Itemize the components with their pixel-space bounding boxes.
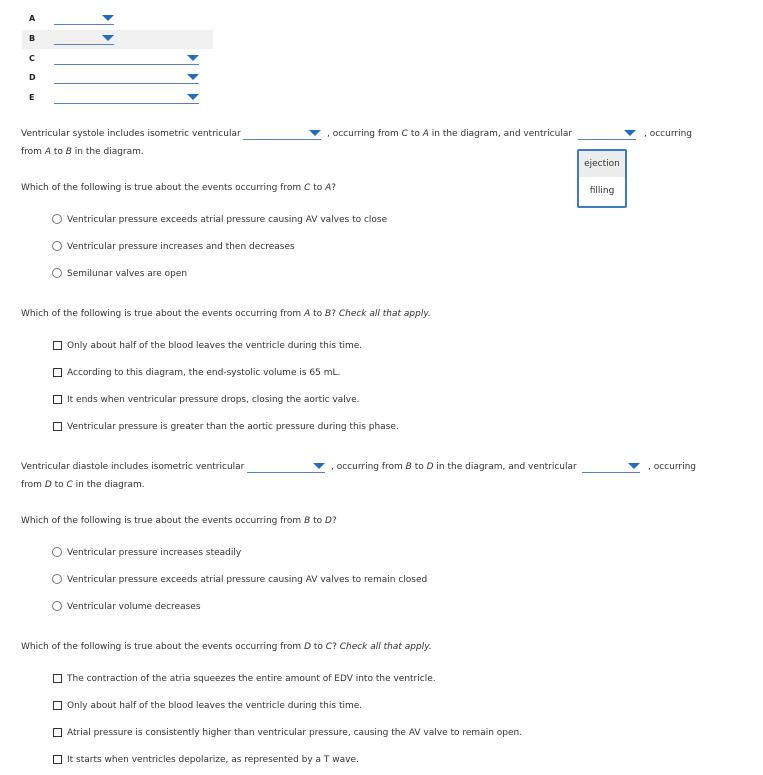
q4-option-1-label: The contraction of the atria squeezes the entire amount of EDV into the ventricle.: [67, 674, 436, 684]
q3-option-3-label: Ventricular volume decreases: [67, 602, 201, 612]
q4-option-4-label: It starts when ventricles depolarize, as represented by a T wave.: [67, 755, 359, 765]
radio-q1-option-1[interactable]: [52, 214, 62, 224]
q3-option-2-label: Ventricular pressure exceeds atrial pressure causing AV valves to remain closed: [67, 575, 428, 585]
q1-option-1-label: Ventricular pressure exceeds atrial pressure causing AV valves to close: [67, 215, 388, 225]
radio-q3-option-2[interactable]: [52, 574, 62, 584]
chevron-down-icon: [187, 94, 199, 100]
diastole-text-2: , occurring from B to D in the diagram, and ventricular: [331, 462, 577, 472]
checkbox-q2-option-4[interactable]: [53, 422, 62, 431]
checkbox-q2-option-2[interactable]: [53, 368, 62, 377]
q1-option-3-label: Semilunar valves are open: [67, 269, 188, 279]
checkbox-q2-option-1[interactable]: [53, 341, 62, 350]
chevron-down-icon: [187, 74, 199, 80]
dropdown-options-popup: [577, 149, 627, 208]
radio-q3-option-1[interactable]: [52, 547, 62, 557]
dropdown-e[interactable]: [54, 93, 199, 104]
q2-option-3-label: It ends when ventricular pressure drops, closing the aortic valve.: [67, 395, 360, 405]
row-b-highlight: [22, 30, 213, 49]
checkbox-q4-option-4[interactable]: [53, 755, 62, 764]
checkbox-q2-option-3[interactable]: [53, 395, 62, 404]
radio-q1-option-3[interactable]: [52, 268, 62, 278]
diastole-isometric-dropdown[interactable]: [247, 462, 325, 473]
radio-q1-option-2[interactable]: [52, 241, 62, 251]
checkbox-q4-option-1[interactable]: [53, 674, 62, 683]
q2-option-2-label: According to this diagram, the end-systolic volume is 65 mL.: [67, 368, 341, 378]
q3-option-1-label: Ventricular pressure increases steadily: [67, 548, 242, 558]
chevron-down-icon: [102, 15, 114, 21]
chevron-down-icon: [313, 463, 325, 469]
chevron-down-icon: [628, 463, 640, 469]
systole-isometric-dropdown[interactable]: [243, 129, 321, 140]
radio-q3-option-3[interactable]: [52, 601, 62, 611]
chevron-down-icon: [102, 35, 114, 41]
systole-text-1: Ventricular systole includes isometric ventricular: [21, 129, 241, 139]
option-filling[interactable]: filling: [589, 186, 615, 196]
diastole-filling-dropdown[interactable]: [582, 462, 640, 473]
option-ejection[interactable]: ejection: [579, 151, 625, 177]
chevron-down-icon: [309, 130, 321, 136]
label-d: D: [29, 73, 36, 82]
label-c: C: [29, 54, 35, 63]
q1-option-2-label: Ventricular pressure increases and then decreases: [67, 242, 295, 252]
checkbox-q4-option-3[interactable]: [53, 728, 62, 737]
systole-text-line2: from A to B in the diagram.: [21, 147, 144, 157]
diastole-text-line2: from D to C in the diagram.: [21, 480, 145, 490]
diastole-text-3: , occurring: [648, 462, 696, 472]
question-a-to-b: Which of the following is true about the events occurring from A to B? Check all that apply.: [21, 309, 431, 319]
q2-option-4-label: Ventricular pressure is greater than the aortic pressure during this phase.: [67, 422, 399, 432]
question-c-to-a: Which of the following is true about the events occurring from C to A?: [21, 183, 337, 193]
label-b: B: [29, 34, 36, 43]
systole-text-3: , occurring: [644, 129, 692, 139]
question-b-to-d: Which of the following is true about the events occurring from B to D?: [21, 516, 337, 526]
q4-option-2-label: Only about half of the blood leaves the ventricle during this time.: [67, 701, 363, 711]
diastole-text-1: Ventricular diastole includes isometric ventricular: [21, 462, 245, 472]
label-e: E: [29, 93, 35, 102]
question-d-to-c: Which of the following is true about the events occurring from D to C? Check all that apply.: [21, 642, 432, 652]
label-a: A: [29, 14, 36, 23]
chevron-down-icon: [624, 130, 636, 136]
dropdown-b[interactable]: [54, 34, 114, 45]
q4-option-3-label: Atrial pressure is consistently higher than ventricular pressure, causing the AV valve to remain open.: [67, 728, 523, 738]
q2-option-1-label: Only about half of the blood leaves the ventricle during this time.: [67, 341, 363, 351]
systole-text-2: , occurring from C to A in the diagram, and ventricular: [327, 129, 573, 139]
dropdown-a[interactable]: [54, 14, 114, 25]
chevron-down-icon: [187, 55, 199, 61]
systole-ejection-dropdown[interactable]: [578, 129, 636, 140]
checkbox-q4-option-2[interactable]: [53, 701, 62, 710]
dropdown-c[interactable]: [54, 54, 199, 65]
dropdown-d[interactable]: [54, 73, 199, 84]
